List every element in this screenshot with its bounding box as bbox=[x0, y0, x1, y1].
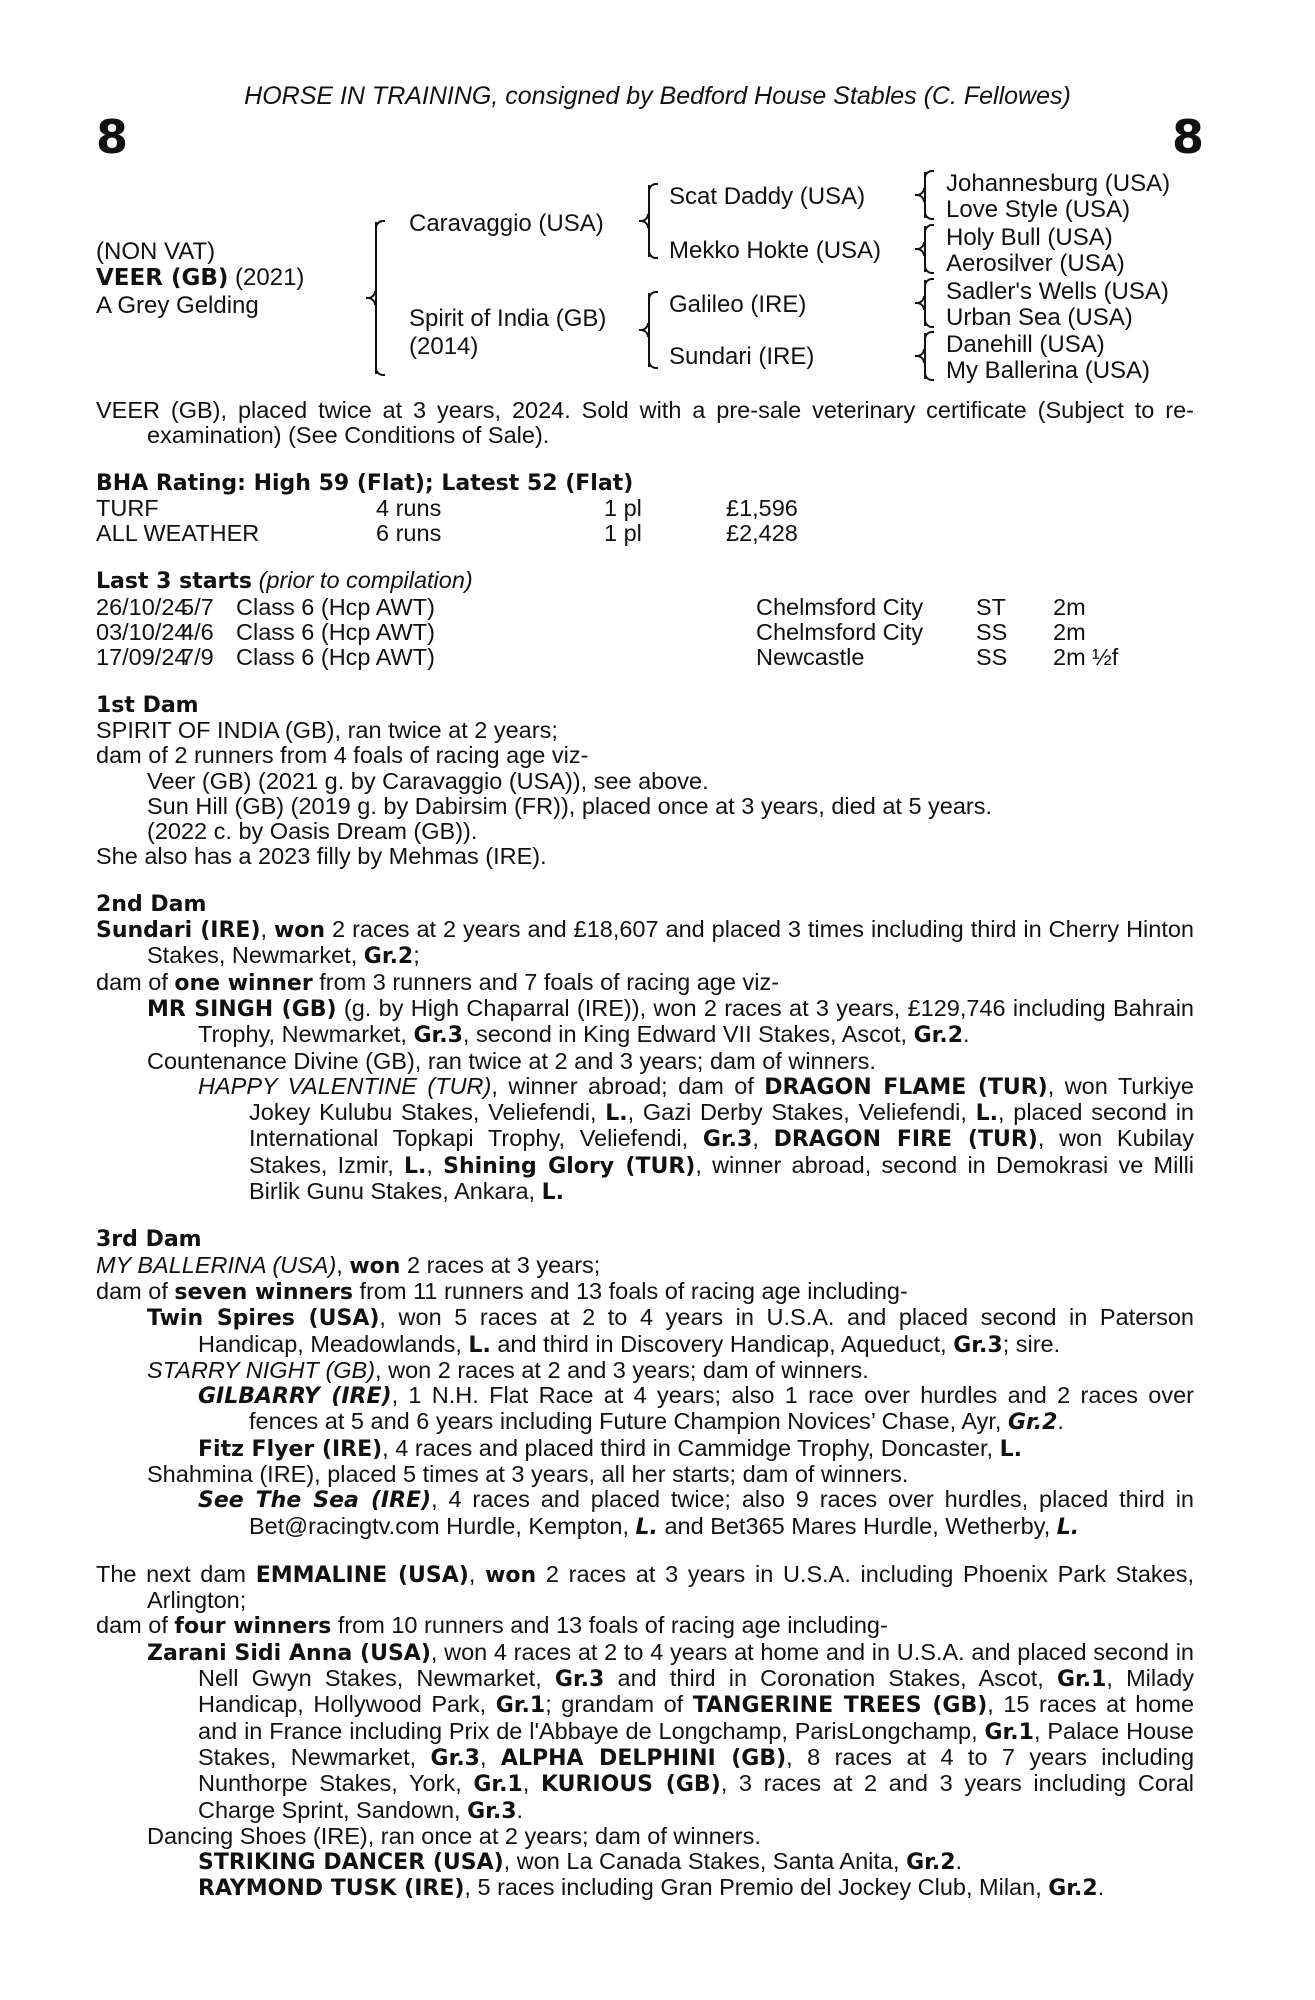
text: , bbox=[752, 1125, 774, 1152]
horse-name: TANGERINE TREES (GB) bbox=[692, 1693, 988, 1719]
horse-name: EMMALINE (USA) bbox=[255, 1562, 469, 1588]
rating-prize: £2,428 bbox=[726, 520, 798, 547]
text: , 4 races and placed twice; also 9 races over hurdles, placed third in Bet@racingtv.com Hurdle, Kempton, bbox=[249, 1486, 1194, 1539]
pedigree-brace-tip bbox=[924, 188, 932, 202]
horse-description: A Grey Gelding bbox=[96, 292, 259, 319]
pedigree-dam-sire: Galileo (IRE) bbox=[669, 291, 807, 318]
text: The next dam bbox=[96, 1560, 256, 1587]
text: , won La Canada Stakes, Santa Anita, bbox=[503, 1848, 907, 1875]
second-dam-record bbox=[96, 917, 1194, 970]
rating-prize: £1,596 bbox=[726, 494, 798, 521]
pedigree-brace-tip bbox=[924, 349, 932, 363]
start-distance: 2m bbox=[1053, 593, 1086, 620]
pedigree-g6: Urban Sea (USA) bbox=[946, 304, 1133, 331]
lot-number-left: 8 bbox=[96, 110, 129, 164]
start-row bbox=[96, 595, 1194, 620]
pedigree-g1: Johannesburg (USA) bbox=[946, 170, 1171, 197]
text: . bbox=[1057, 1408, 1064, 1435]
pedigree-brace-tip bbox=[924, 242, 932, 256]
text: , won Turkiye Jokey Kulubu Stakes, Veliefendi, bbox=[249, 1072, 1194, 1126]
start-position: 4/6 bbox=[181, 619, 214, 646]
first-dam-heading: 1st Dam bbox=[96, 692, 199, 718]
produce-entry bbox=[96, 1074, 1194, 1205]
winners-count: four winners bbox=[174, 1614, 332, 1640]
start-position: 7/9 bbox=[181, 644, 214, 671]
produce-entry bbox=[96, 1358, 1194, 1383]
text: from 11 runners and 13 foals of racing age including- bbox=[353, 1277, 908, 1304]
grade-label: Gr.2 bbox=[1007, 1410, 1058, 1436]
listed-label: L. bbox=[999, 1436, 1022, 1462]
text: dam of bbox=[96, 1612, 175, 1639]
text: ; grandam of bbox=[545, 1691, 693, 1718]
horse-name: See The Sea (IRE) bbox=[198, 1488, 432, 1514]
listed-label: L. bbox=[541, 1180, 564, 1206]
first-dam-line: dam of 2 runners from 4 foals of racing age viz- bbox=[96, 742, 589, 769]
start-distance: 2m ½f bbox=[1053, 644, 1119, 671]
grade-label: Gr.3 bbox=[430, 1745, 480, 1771]
pedigree-brace-tip bbox=[648, 214, 656, 228]
lot-number-right: 8 bbox=[1172, 110, 1205, 164]
produce-entry bbox=[96, 1487, 1194, 1540]
produce-entry bbox=[96, 1640, 1194, 1824]
text: , 8 races at 4 to 7 years including Nunthorpe Stakes, York, bbox=[198, 1743, 1195, 1797]
text: , 1 N.H. Flat Race at 4 years; also 1 race over hurdles and 2 races over fences at 5 and 6 years including Future Champion Novices’ Chase, Ayr, bbox=[249, 1382, 1194, 1435]
start-distance: 2m bbox=[1053, 619, 1086, 646]
rating-runs: 6 runs bbox=[376, 520, 442, 547]
text: , won 5 races at 2 to 4 years in U.S.A. and placed second in Paterson Handicap, Meadowlands, bbox=[198, 1304, 1194, 1357]
text: , bbox=[336, 1251, 350, 1278]
first-dam-line: SPIRIT OF INDIA (GB), ran twice at 2 years; bbox=[96, 716, 558, 743]
start-position: 5/7 bbox=[181, 593, 214, 620]
third-dam-heading: 3rd Dam bbox=[96, 1227, 202, 1253]
text: and Bet365 Mares Hurdle, Wetherby, bbox=[657, 1512, 1057, 1539]
horse-year: (2021) bbox=[235, 264, 305, 291]
grade-label: Gr.2 bbox=[913, 1023, 964, 1049]
second-dam-heading: 2nd Dam bbox=[96, 891, 207, 917]
text: , 5 races including Gran Premio del Jockey Club, Milan, bbox=[464, 1874, 1049, 1901]
text: , won Kubilay Stakes, Izmir, bbox=[249, 1125, 1194, 1178]
text: , Gazi Derby Stakes, Veliefendi, bbox=[627, 1099, 976, 1126]
grade-label: Gr.3 bbox=[554, 1667, 605, 1693]
text: , 4 races and placed third in Cammidge Trophy, Doncaster, bbox=[382, 1434, 1000, 1461]
last-starts-heading bbox=[96, 568, 1194, 594]
pedigree-dam-year: (2014) bbox=[409, 333, 479, 360]
third-dam-produce-summary bbox=[96, 1279, 1194, 1305]
text: 2 races at 2 years and £18,607 and placed 3 times including third in Cherry Hinton Stakes, Newmarket, bbox=[147, 916, 1194, 969]
pedigree-sire-dam: Mekko Hokte (USA) bbox=[669, 237, 882, 264]
start-course: Chelmsford City bbox=[756, 593, 924, 620]
horse-name: HAPPY VALENTINE (TUR) bbox=[198, 1072, 492, 1099]
text: , 15 races at home and in France including Prix de l'Abbaye de Longchamp, ParisLongchamp, bbox=[198, 1691, 1195, 1744]
text: dam of bbox=[96, 1277, 175, 1304]
horse-name: GILBARRY (IRE) bbox=[198, 1384, 392, 1410]
text: , bbox=[260, 916, 274, 943]
listed-label: L. bbox=[1056, 1514, 1080, 1540]
grade-label: Gr.1 bbox=[1056, 1667, 1107, 1693]
grade-label: Gr.1 bbox=[495, 1693, 546, 1719]
start-going: SS bbox=[976, 619, 1008, 646]
start-row bbox=[96, 620, 1194, 645]
horse-name: ALPHA DELPHINI (GB) bbox=[500, 1745, 787, 1771]
text: ; sire. bbox=[1002, 1330, 1061, 1357]
second-dam-produce-summary bbox=[96, 970, 1194, 996]
text: . bbox=[955, 1848, 963, 1875]
grade-label: Gr.2 bbox=[1048, 1876, 1098, 1902]
last-starts-note: (prior to compilation) bbox=[258, 567, 473, 594]
text: from 10 runners and 13 foals of racing age including- bbox=[331, 1612, 888, 1639]
next-dam-record bbox=[96, 1562, 1194, 1614]
rating-row bbox=[96, 496, 1194, 521]
first-dam-produce: Veer (GB) (2021 g. by Caravaggio (USA)), see above. bbox=[147, 767, 709, 794]
first-dam-produce: Sun Hill (GB) (2019 g. by Dabirsim (FR)), placed once at 3 years, died at 5 years. bbox=[147, 792, 993, 819]
text: and third in Discovery Handicap, Aqueduct, bbox=[490, 1330, 954, 1357]
text: , placed second in International Topkapi Trophy, Veliefendi, bbox=[249, 1099, 1195, 1152]
won-label: won bbox=[485, 1562, 537, 1588]
rating-placed: 1 pl bbox=[604, 520, 642, 547]
rating-row bbox=[96, 521, 1194, 546]
start-race: Class 6 (Hcp AWT) bbox=[236, 593, 435, 620]
text: . bbox=[516, 1796, 524, 1823]
start-date: 03/10/24 bbox=[96, 619, 188, 646]
produce-entry: Dancing Shoes (IRE), ran once at 2 years; dam of winners. bbox=[147, 1822, 761, 1849]
first-dam-produce: (2022 c. by Oasis Dream (GB)). bbox=[147, 818, 478, 845]
horse-name: MR SINGH (GB) bbox=[147, 996, 337, 1022]
vat-status: (NON VAT) bbox=[96, 238, 216, 265]
pedigree-brace-tip bbox=[375, 291, 383, 305]
horse-name: DRAGON FIRE (TUR) bbox=[773, 1127, 1038, 1153]
text: , won 2 races at 2 and 3 years; dam of winners. bbox=[375, 1356, 869, 1383]
horse-name: RAYMOND TUSK (IRE) bbox=[198, 1876, 465, 1902]
grade-label: Gr.2 bbox=[363, 944, 414, 970]
pedigree-brace-tip bbox=[648, 323, 656, 337]
start-course: Newcastle bbox=[756, 644, 865, 671]
listed-label: L. bbox=[635, 1514, 658, 1540]
text: 2 races at 3 years; bbox=[400, 1251, 601, 1278]
won-label: won bbox=[273, 918, 326, 944]
horse-name: STARRY NIGHT (GB) bbox=[147, 1356, 376, 1383]
winners-count: one winner bbox=[174, 970, 313, 996]
catalogue-text bbox=[96, 398, 1194, 1902]
start-race: Class 6 (Hcp AWT) bbox=[236, 644, 435, 671]
horse-name: Shining Glory (TUR) bbox=[443, 1153, 696, 1179]
text: from 3 runners and 7 foals of racing age viz- bbox=[312, 968, 780, 995]
text: . bbox=[963, 1021, 970, 1048]
text: . bbox=[1097, 1874, 1105, 1901]
pedigree-g8: My Ballerina (USA) bbox=[946, 357, 1151, 384]
text: , won 4 races at 2 to 4 years at home and in U.S.A. and placed second in Nell Gwyn Stakes, Newmarket, bbox=[198, 1638, 1194, 1692]
start-date: 17/09/24 bbox=[96, 644, 188, 671]
rating-surface: ALL WEATHER bbox=[96, 520, 260, 547]
produce-entry bbox=[96, 1875, 1194, 1901]
horse-name: MY BALLERINA (USA) bbox=[96, 1251, 337, 1278]
page-header: HORSE IN TRAINING, consigned by Bedford House Stables (C. Fellowes) bbox=[244, 82, 1071, 110]
pedigree-sire: Caravaggio (USA) bbox=[409, 210, 604, 237]
next-dam-produce-summary bbox=[96, 1613, 1194, 1639]
grade-label: Gr.1 bbox=[984, 1719, 1034, 1745]
text: , second in King Edward VII Stakes, Ascot, bbox=[462, 1021, 914, 1048]
horse-name: KURIOUS (GB) bbox=[540, 1772, 721, 1798]
listed-label: L. bbox=[975, 1101, 998, 1127]
start-race: Class 6 (Hcp AWT) bbox=[236, 619, 435, 646]
text: (g. by High Chaparral (IRE)), won 2 races at 3 years, £129,746 including Bahrain Trophy, Newmarket, bbox=[198, 994, 1195, 1048]
pedigree-brace-tip bbox=[924, 296, 932, 310]
produce-entry bbox=[96, 1383, 1194, 1436]
text: , bbox=[426, 1151, 444, 1178]
winners-count: seven winners bbox=[174, 1279, 354, 1305]
intro-paragraph: VEER (GB), placed twice at 3 years, 2024. Sold with a pre-sale veterinary certificate (Subject to re-examination) (See Conditions of Sale). bbox=[96, 397, 1194, 449]
start-row bbox=[96, 645, 1194, 670]
rating-surface: TURF bbox=[96, 494, 159, 521]
pedigree-sire-sire: Scat Daddy (USA) bbox=[669, 183, 866, 210]
start-course: Chelmsford City bbox=[756, 619, 924, 646]
pedigree-g7: Danehill (USA) bbox=[946, 331, 1105, 358]
produce-entry: Shahmina (IRE), placed 5 times at 3 years, all her starts; dam of winners. bbox=[147, 1460, 909, 1487]
won-label: won bbox=[349, 1253, 401, 1279]
horse-name: Zarani Sidi Anna (USA) bbox=[147, 1640, 431, 1666]
text: 2 races at 3 years in U.S.A. including Phoenix Park Stakes, Arlington; bbox=[147, 1560, 1194, 1614]
text: , winner abroad; dam of bbox=[491, 1072, 765, 1099]
text: , winner abroad, second in Demokrasi ve Milli Birlik Gunu Stakes, Ankara, bbox=[249, 1151, 1195, 1205]
text: , bbox=[468, 1560, 486, 1587]
grade-label: Gr.2 bbox=[906, 1850, 956, 1876]
grade-label: Gr.3 bbox=[702, 1127, 753, 1153]
start-going: SS bbox=[976, 644, 1008, 671]
text: , Milady Handicap, Hollywood Park, bbox=[198, 1665, 1194, 1718]
listed-label: L. bbox=[403, 1153, 427, 1179]
pedigree-g5: Sadler's Wells (USA) bbox=[946, 278, 1169, 305]
horse-title bbox=[96, 264, 304, 292]
third-dam-record bbox=[96, 1253, 1194, 1279]
produce-entry bbox=[96, 1436, 1194, 1462]
text: , bbox=[522, 1770, 541, 1797]
grade-label: Gr.3 bbox=[953, 1332, 1003, 1358]
listed-label: L. bbox=[605, 1101, 628, 1127]
produce-entry: Countenance Divine (GB), ran twice at 2 and 3 years; dam of winners. bbox=[147, 1047, 876, 1074]
rating-runs: 4 runs bbox=[376, 494, 442, 521]
horse-name: STRIKING DANCER (USA) bbox=[198, 1850, 504, 1876]
text: , 3 races at 2 and 3 years including Coral Charge Sprint, Sandown, bbox=[198, 1770, 1194, 1823]
produce-entry bbox=[96, 1849, 1194, 1875]
pedigree-g2: Love Style (USA) bbox=[946, 196, 1131, 223]
rating-placed: 1 pl bbox=[604, 494, 642, 521]
pedigree-g4: Aerosilver (USA) bbox=[946, 250, 1125, 277]
start-going: ST bbox=[976, 593, 1007, 620]
horse-name: Twin Spires (USA) bbox=[147, 1306, 380, 1332]
horse-name: DRAGON FLAME (TUR) bbox=[764, 1074, 1048, 1100]
text: ; bbox=[413, 942, 420, 969]
horse-name: VEER (GB) bbox=[96, 265, 229, 291]
grade-label: Gr.3 bbox=[413, 1023, 463, 1049]
pedigree-g3: Holy Bull (USA) bbox=[946, 224, 1113, 251]
text: , Palace House Stakes, Newmarket, bbox=[198, 1717, 1194, 1770]
rating-heading: BHA Rating: High 59 (Flat); Latest 52 (Flat) bbox=[96, 470, 634, 496]
text: dam of bbox=[96, 968, 175, 995]
first-dam-line: She also has a 2023 filly by Mehmas (IRE). bbox=[96, 843, 547, 870]
horse-name: Fitz Flyer (IRE) bbox=[198, 1436, 383, 1462]
pedigree-dam-dam: Sundari (IRE) bbox=[669, 343, 815, 370]
grade-label: Gr.1 bbox=[473, 1772, 523, 1798]
last-starts-title: Last 3 starts bbox=[96, 569, 253, 595]
produce-entry bbox=[96, 996, 1194, 1049]
start-date: 26/10/24 bbox=[96, 593, 188, 620]
listed-label: L. bbox=[468, 1332, 491, 1358]
produce-entry bbox=[96, 1305, 1194, 1358]
text: , bbox=[479, 1743, 501, 1770]
pedigree-dam: Spirit of India (GB) bbox=[409, 305, 607, 332]
text: and third in Coronation Stakes, Ascot, bbox=[604, 1665, 1057, 1692]
grade-label: Gr.3 bbox=[467, 1798, 517, 1824]
horse-name: Sundari (IRE) bbox=[96, 918, 261, 944]
